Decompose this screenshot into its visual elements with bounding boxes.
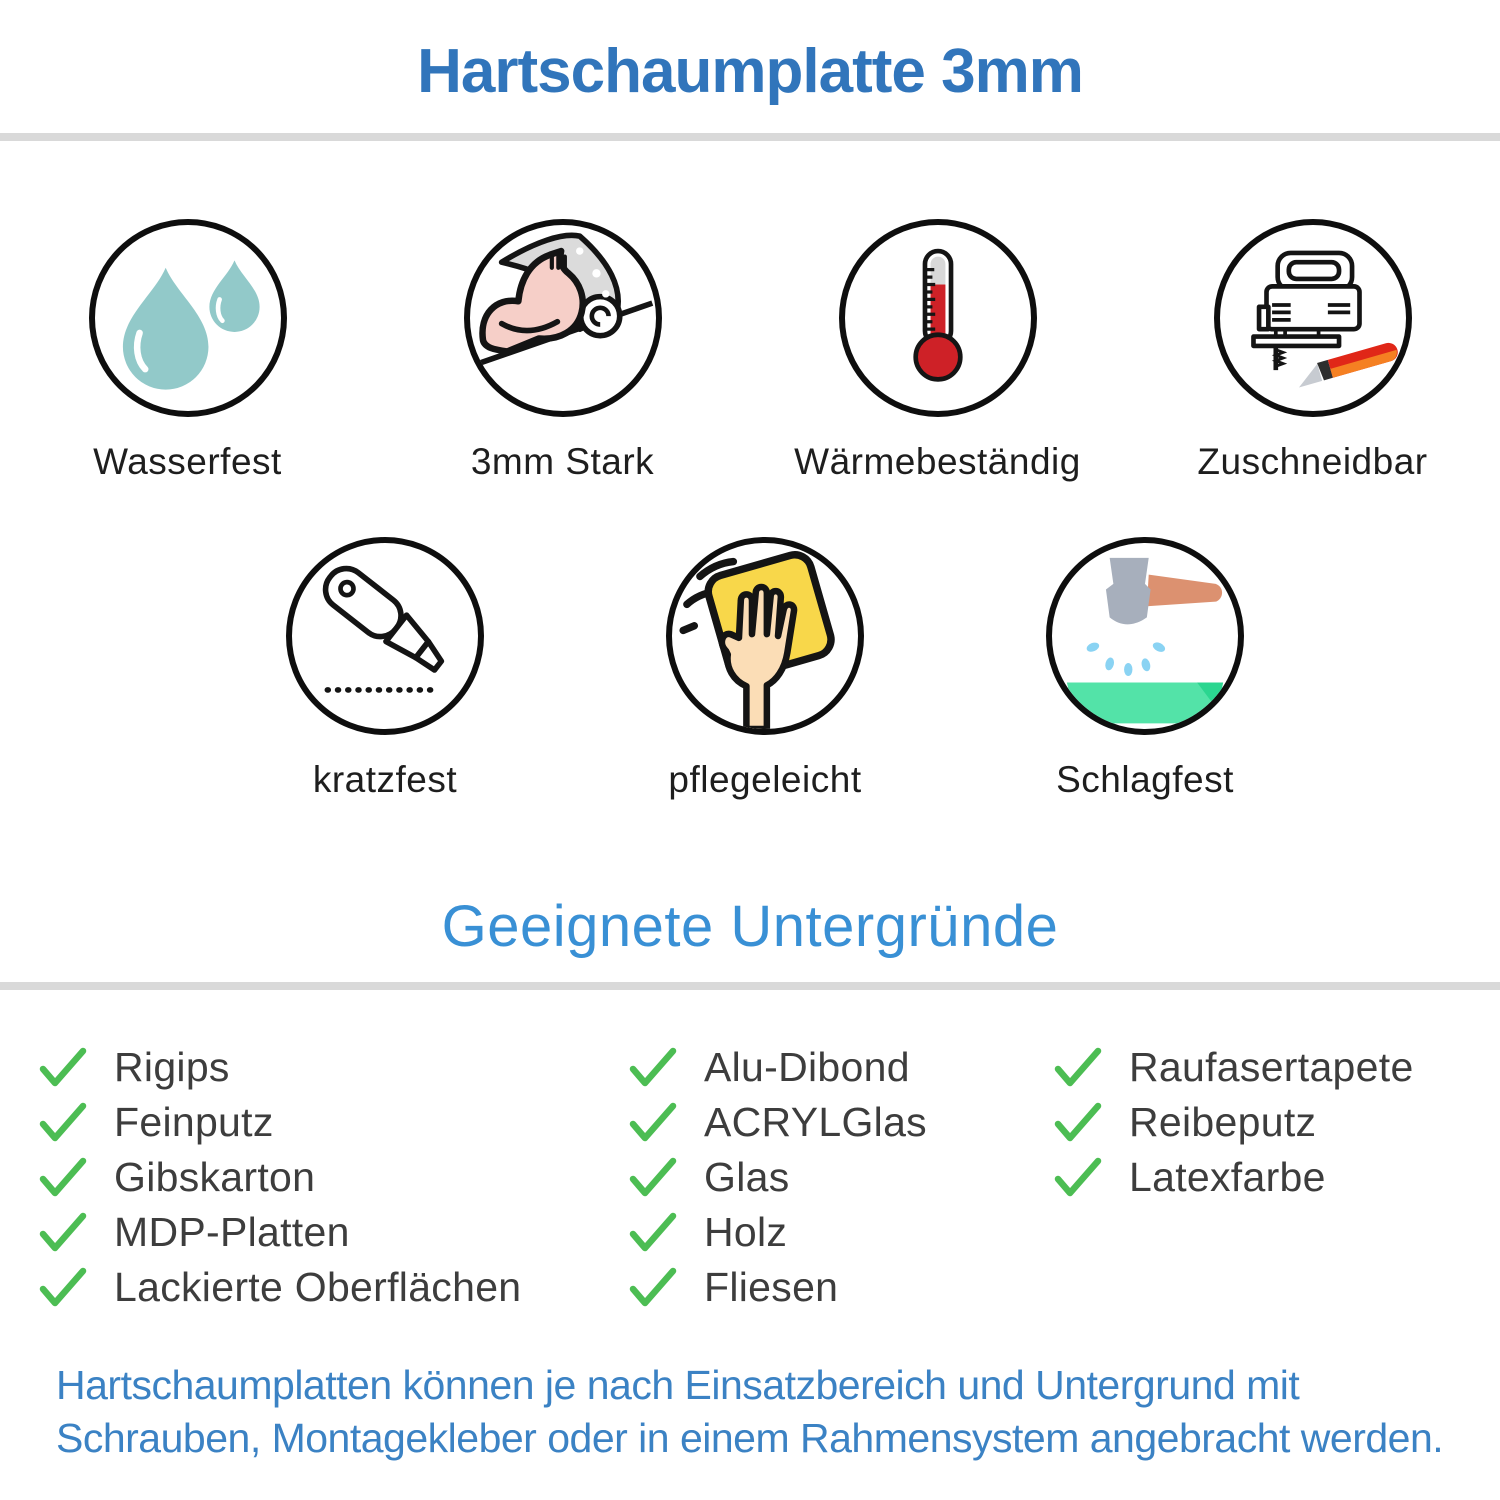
- substrate-label: MDP-Platten: [114, 1209, 350, 1255]
- feature-waterproof: [0, 219, 375, 483]
- check-icon: [628, 1046, 678, 1090]
- list-item: [38, 1095, 628, 1150]
- feature-label: Zuschneidbar: [1197, 441, 1428, 482]
- list-item: [38, 1205, 628, 1260]
- list-item: [628, 1205, 1053, 1260]
- list-item: [38, 1150, 628, 1205]
- substrate-label: Holz: [704, 1209, 788, 1255]
- feature-label: Wasserfest: [93, 441, 282, 482]
- substrate-list: [0, 1040, 1500, 1315]
- substrate-label: ACRYLGlas: [704, 1099, 927, 1145]
- substrate-label: Glas: [704, 1154, 790, 1200]
- list-item: [1053, 1150, 1500, 1205]
- substrate-label: Raufasertapete: [1129, 1044, 1414, 1090]
- list-item: [1053, 1040, 1500, 1095]
- thermometer-icon: [839, 219, 1037, 417]
- feature-label: Wärmebeständig: [794, 441, 1081, 482]
- substrate-column-3: [1053, 1040, 1500, 1315]
- check-icon: [628, 1211, 678, 1255]
- check-icon: [1053, 1101, 1103, 1145]
- mounting-note-line-2: Schrauben, Montagekleber oder in einem Rahmensystem angebracht werden.: [56, 1415, 1444, 1461]
- feature-3mm-strong: [375, 219, 750, 483]
- water-drops-icon: [89, 219, 287, 417]
- check-icon: [628, 1156, 678, 1200]
- check-icon: [628, 1266, 678, 1310]
- muscle-arm-roll-icon: [464, 219, 662, 417]
- divider-bar-top: [0, 133, 1500, 141]
- jigsaw-knife-icon: [1214, 219, 1412, 417]
- hand-cloth-icon: [666, 537, 864, 735]
- substrate-label: Feinputz: [114, 1099, 274, 1145]
- check-icon: [38, 1266, 88, 1310]
- list-item: [1053, 1095, 1500, 1150]
- check-icon: [38, 1046, 88, 1090]
- list-item: [628, 1040, 1053, 1095]
- mounting-note-line-1: Hartschaumplatten können je nach Einsatzbereich und Untergrund mit: [56, 1362, 1300, 1408]
- substrate-label: Fliesen: [704, 1264, 839, 1310]
- feature-label: pflegeleicht: [668, 759, 862, 800]
- check-icon: [38, 1156, 88, 1200]
- substrate-label: Alu-Dibond: [704, 1044, 910, 1090]
- substrate-label: Rigips: [114, 1044, 230, 1090]
- substrate-column-1: [38, 1040, 628, 1315]
- substrate-label: Latexfarbe: [1129, 1154, 1326, 1200]
- substrate-label: Reibeputz: [1129, 1099, 1317, 1145]
- feature-label: kratzfest: [312, 759, 458, 800]
- feature-label: 3mm Stark: [470, 441, 655, 482]
- check-icon: [38, 1211, 88, 1255]
- check-icon: [1053, 1046, 1103, 1090]
- feature-easy-care: [575, 537, 955, 801]
- divider-bar-bottom: [0, 982, 1500, 990]
- feature-heat-resistant: [750, 219, 1125, 483]
- substrate-label: Gibskarton: [114, 1154, 316, 1200]
- feature-scratch-resistant: [195, 537, 575, 801]
- list-item: [38, 1260, 628, 1315]
- list-item: [38, 1040, 628, 1095]
- substrate-label: Lackierte Oberflächen: [114, 1264, 522, 1310]
- check-icon: [628, 1101, 678, 1145]
- hammer-icon: [1046, 537, 1244, 735]
- list-item: [628, 1150, 1053, 1205]
- page-title: Hartschaumplatte 3mm: [417, 37, 1083, 106]
- feature-impact-resistant: [955, 537, 1335, 801]
- list-item: [628, 1260, 1053, 1315]
- list-item: [628, 1095, 1053, 1150]
- mounting-note: [0, 1359, 1500, 1465]
- feature-label: Schlagfest: [1056, 759, 1234, 800]
- utility-knife-icon: [286, 537, 484, 735]
- feature-row-2: [195, 537, 1500, 801]
- substrate-column-2: [628, 1040, 1053, 1315]
- check-icon: [38, 1101, 88, 1145]
- section-title-substrates: Geeignete Untergründe: [441, 894, 1059, 959]
- check-icon: [1053, 1156, 1103, 1200]
- feature-row-1: [0, 219, 1500, 483]
- feature-cuttable: [1125, 219, 1500, 483]
